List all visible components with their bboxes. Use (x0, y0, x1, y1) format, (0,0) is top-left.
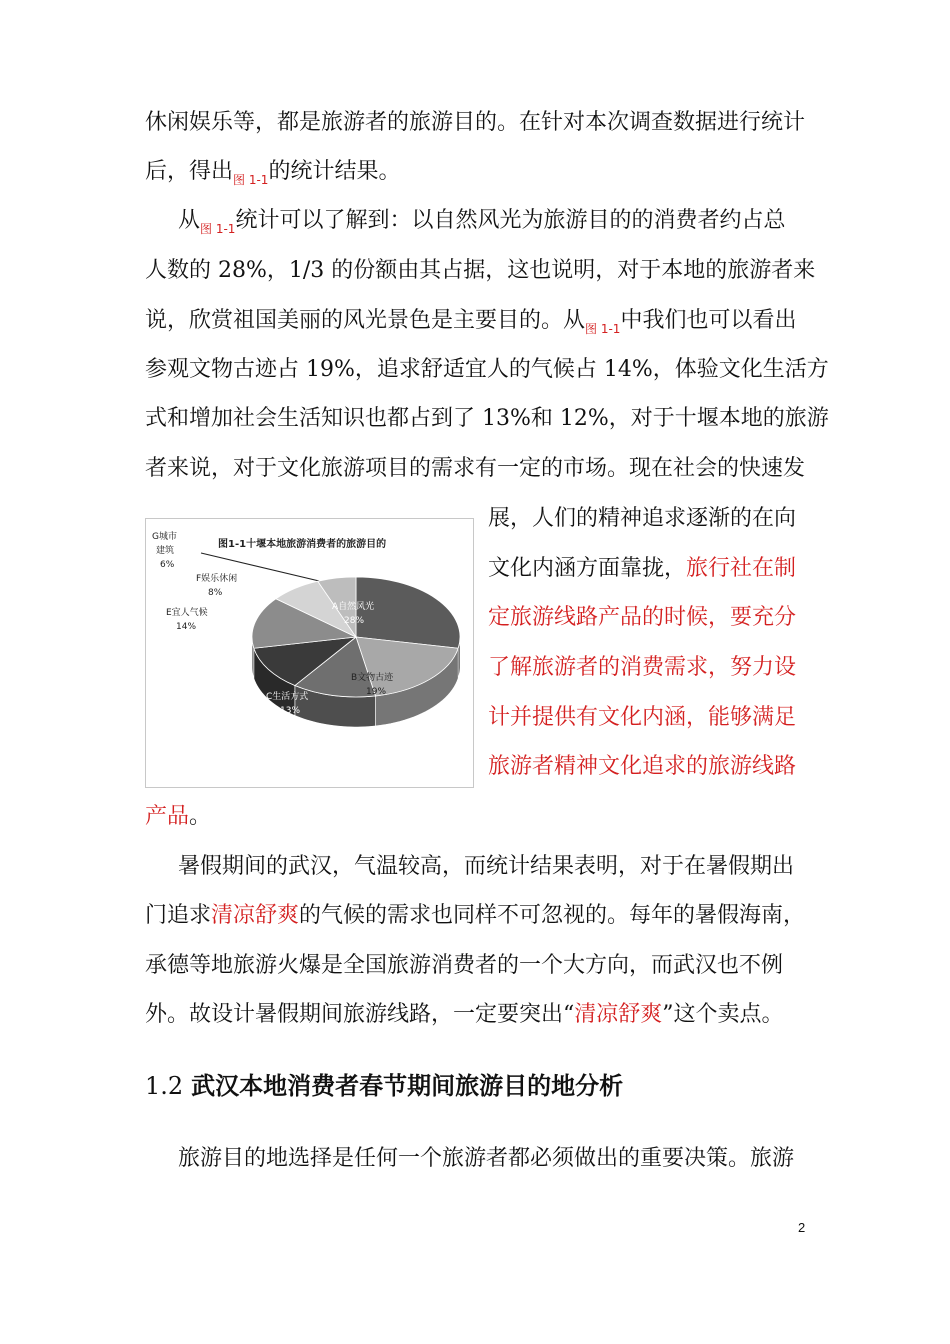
label-e-pct: 14% (176, 622, 197, 632)
label-g: G城市 (152, 532, 177, 542)
paragraph-line (145, 901, 805, 931)
pie-chart-figure (145, 518, 474, 788)
paragraph-line (145, 108, 805, 138)
text: 休闲娱乐等，都是旅游者的旅游目的。在针对本次调查数据进行统计 (145, 110, 806, 135)
section-number: 1.2 (145, 1072, 184, 1100)
text: 展，人们的精神追求逐渐的在向 (488, 506, 797, 531)
highlight-text: 清凉舒爽 (574, 1002, 663, 1027)
text: ”这个卖点。 (662, 1002, 784, 1027)
label-a-pct: 28% (344, 616, 365, 626)
paragraph-line (145, 355, 829, 385)
text: 参观文物古迹占 19%，追求舒适宜人的气候占 14%，体验文化生活方 (145, 357, 829, 382)
paragraph-line (488, 554, 796, 584)
text: 的气候的需求也同样不可忽视的。每年的暑假海南， (299, 903, 806, 928)
highlight-text: 产品 (145, 804, 190, 829)
figure-reference: 图 1-1 (233, 173, 269, 187)
paragraph-line (488, 504, 796, 534)
paragraph-line (145, 157, 400, 189)
page-number: 2 (798, 1220, 806, 1235)
label-b-pct: 19% (366, 687, 387, 697)
paragraph-line (178, 1144, 794, 1174)
text: 外。故设计暑假期间旅游线路，一定要突出“ (145, 1002, 575, 1027)
highlight-text: 清凉舒爽 (211, 903, 300, 928)
highlight-line (488, 603, 796, 633)
text: 中我们也可以看出 (620, 308, 797, 333)
pie-chart (146, 519, 473, 787)
figure-reference: 图 1-1 (585, 322, 621, 336)
section-heading (145, 1070, 623, 1102)
label-b: B文物古迹 (351, 673, 394, 683)
label-a: A自然风光 (332, 602, 375, 612)
highlight-text: 定旅游线路产品的时候，要充分 (488, 605, 797, 630)
section-title: 武汉本地消费者春节期间旅游目的地分析 (191, 1071, 624, 1100)
paragraph-line (145, 951, 783, 981)
label-c-pct: 13% (280, 706, 301, 716)
label-d-pct: 12% (218, 674, 239, 684)
text: 式和增加社会生活知识也都占到了 13%和 12%，对于十堰本地的旅游 (145, 406, 829, 431)
highlight-text: 旅行社在制 (686, 556, 797, 581)
paragraph-line (145, 802, 211, 832)
text: 统计可以了解到：以自然风光为旅游目的的消费者约占总 (235, 208, 786, 233)
highlight-text: 了解旅游者的消费需求，努力设 (488, 655, 797, 680)
highlight-line (488, 752, 796, 782)
text: 承德等地旅游火爆是全国旅游消费者的一个大方向，而武汉也不例 (145, 953, 784, 978)
text: 旅游目的地选择是任何一个旅游者都必须做出的重要决策。旅游 (178, 1146, 795, 1171)
text: 。 (189, 804, 212, 829)
label-f-pct: 8% (208, 588, 223, 598)
label-c: C生活方式 (266, 692, 309, 702)
pie-slice (356, 577, 460, 648)
paragraph-line (145, 454, 805, 484)
paragraph-line (145, 1000, 784, 1030)
text: 后，得出 (145, 159, 234, 184)
chart-title: 图1-1十堰本地旅游消费者的旅游目的 (218, 539, 387, 550)
highlight-text: 计并提供有文化内涵，能够满足 (488, 705, 797, 730)
figure-reference: 图 1-1 (200, 222, 236, 236)
label-g-pct: 6% (160, 560, 175, 570)
label-f: F娱乐休闲 (196, 574, 238, 584)
paragraph-line (178, 206, 785, 238)
paragraph-line (145, 306, 796, 338)
text: 暑假期间的武汉，气温较高，而统计结果表明，对于在暑假期出 (178, 854, 795, 879)
text: 文化内涵方面靠拢， (488, 556, 687, 581)
text: 从 (178, 208, 201, 233)
label-d: D生活知识 (204, 660, 247, 670)
text: 人数的 28%，1/3 的份额由其占据，这也说明，对于本地的旅游者来 (145, 258, 816, 283)
text: 说，欣赏祖国美丽的风光景色是主要目的。从 (145, 308, 586, 333)
text: 者来说，对于文化旅游项目的需求有一定的市场。现在社会的快速发 (145, 456, 806, 481)
highlight-text: 旅游者精神文化追求的旅游线路 (488, 754, 797, 779)
paragraph-line (145, 404, 829, 434)
paragraph-line (145, 256, 815, 286)
text: 的统计结果。 (268, 159, 401, 184)
highlight-line (488, 653, 796, 683)
highlight-line (488, 703, 796, 733)
paragraph-line (178, 852, 794, 882)
label-e: E宜人气候 (166, 608, 208, 618)
text: 门追求 (145, 903, 212, 928)
label-g: 建筑 (156, 546, 175, 556)
